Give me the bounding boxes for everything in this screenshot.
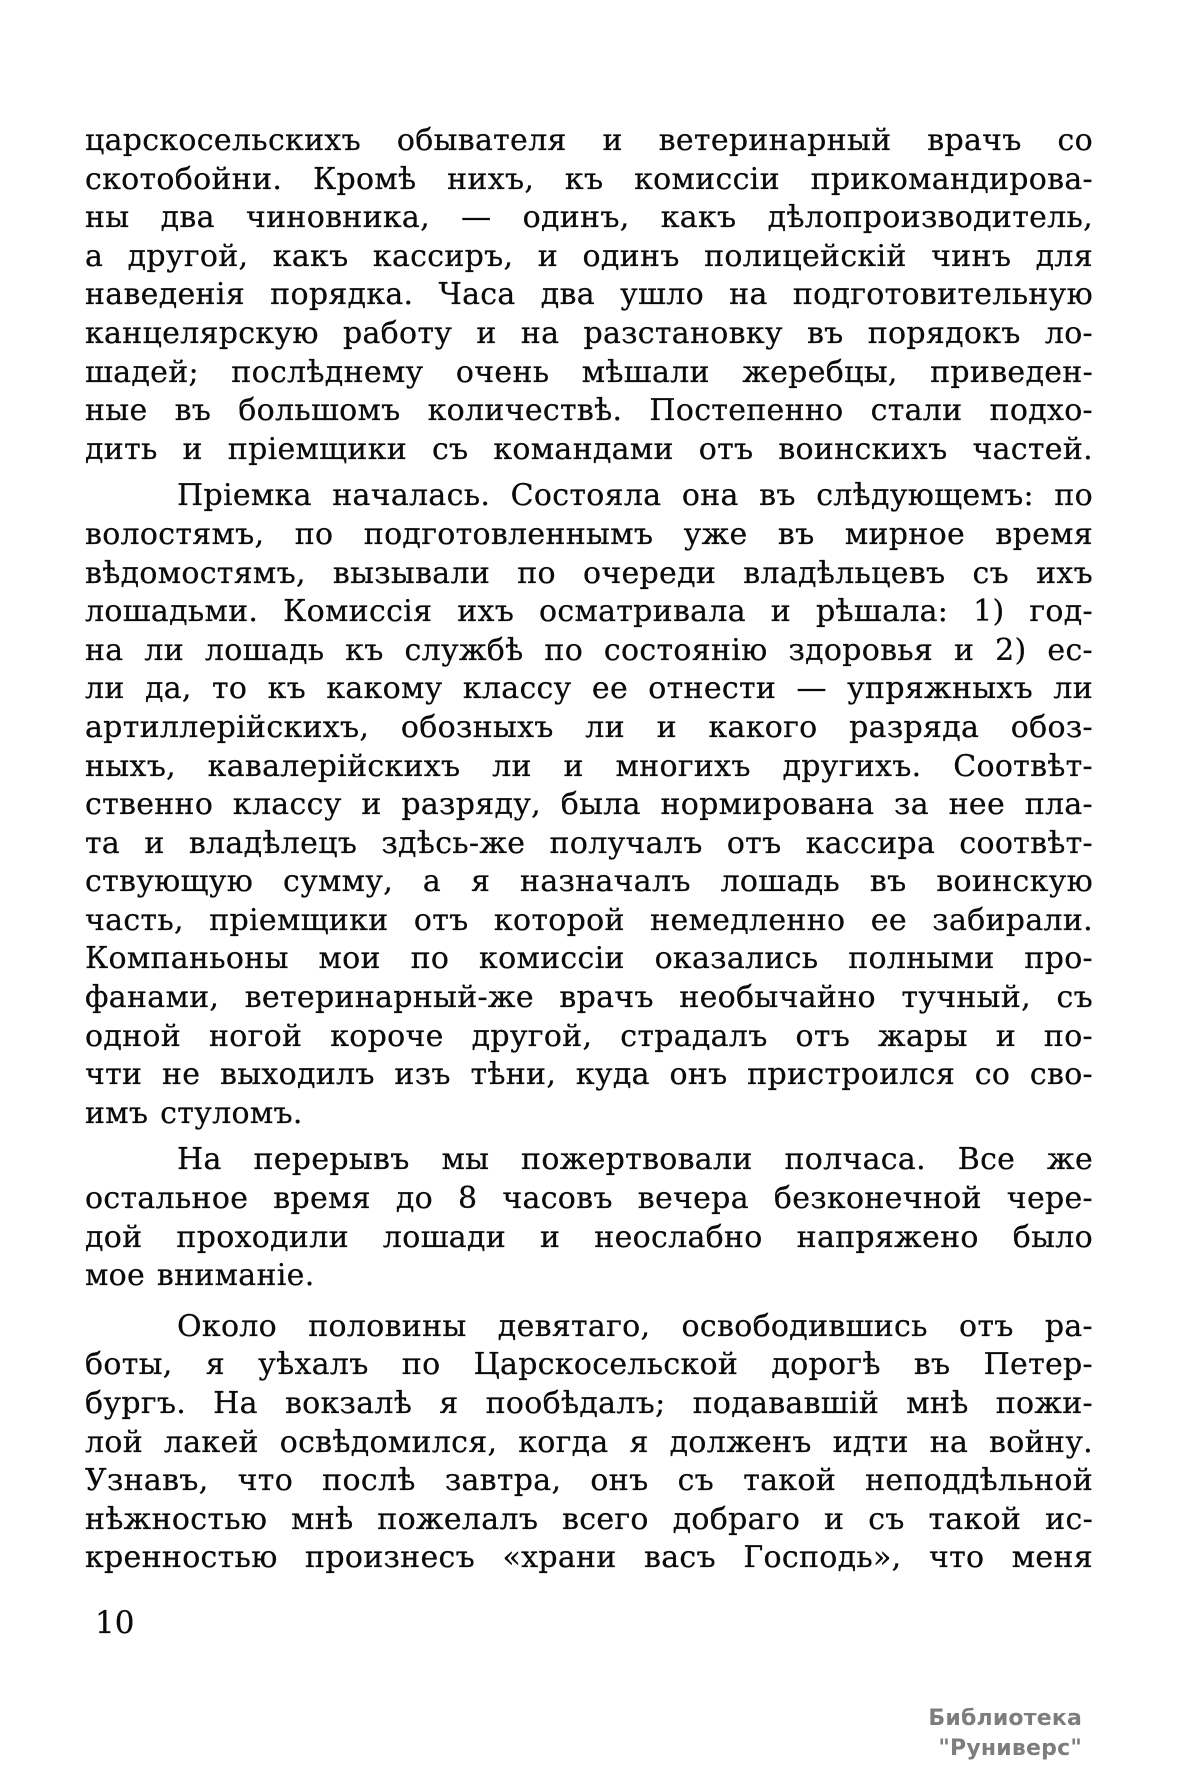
text-line: дой проходили лошади и неослабно напряжено было	[85, 1219, 1093, 1255]
page-number: 10	[95, 1605, 135, 1641]
text-line: шадей; послѣднему очень мѣшали жеребцы, приведен-	[85, 354, 1093, 390]
text-line: имъ стуломъ.	[85, 1095, 303, 1131]
paragraph	[85, 477, 1093, 1133]
text-line: наведенія порядка. Часа два ушло на подготовительную	[85, 277, 1093, 313]
text-line: Около половины девятаго, освободившись отъ ра-	[177, 1308, 1093, 1344]
text-line: ны два чиновника, — одинъ, какъ дѣлопроизводитель,	[85, 200, 1093, 236]
text-line: Компаньоны мои по комиссіи оказались полными про-	[85, 941, 1093, 977]
text-block	[85, 122, 1093, 1578]
paragraph	[85, 1141, 1093, 1295]
text-line: волостямъ, по подготовленнымъ уже въ мирное время	[85, 516, 1093, 552]
text-line: одной ногой короче другой, страдалъ отъ жары и по-	[85, 1018, 1093, 1054]
text-line: часть, пріемщики отъ которой немедленно ее забирали.	[85, 902, 1093, 938]
text-line: бургъ. На вокзалѣ я пообѣдалъ; подававшій мнѣ пожи-	[85, 1386, 1093, 1421]
text-line: а другой, какъ кассиръ, и одинъ полицейскій чинъ для	[85, 238, 1093, 274]
text-line: Узнавъ, что послѣ завтра, онъ съ такой неподдѣльной	[85, 1463, 1093, 1499]
text-line: канцелярскую работу и на разстановку въ порядокъ ло-	[85, 315, 1093, 351]
text-line: боты, я уѣхалъ по Царскосельской дорогѣ въ Петер-	[85, 1347, 1093, 1383]
text-line: нѣжностью мнѣ пожелалъ всего добраго и съ такой ис-	[85, 1501, 1093, 1537]
paragraph	[85, 122, 1093, 469]
text-line: ныхъ, кавалерійскихъ ли и многихъ другихъ. Соотвѣт-	[85, 748, 1093, 784]
text-line: та и владѣлецъ здѣсь-же получалъ отъ кассира соотвѣт-	[85, 825, 1093, 861]
text-line: Пріемка началась. Состояла она въ слѣдующемъ: по	[177, 478, 1093, 514]
text-line: царскосельскихъ обывателя и ветеринарный врачъ со	[85, 123, 1093, 158]
text-line: чти не выходилъ изъ тѣни, куда онъ пристроился со сво-	[85, 1057, 1093, 1093]
text-line: ные въ большомъ количествѣ. Постепенно стали подхо-	[85, 393, 1093, 429]
paragraph	[85, 1308, 1093, 1578]
text-line: мое вниманіе.	[85, 1258, 315, 1294]
text-line: ствующую сумму, а я назначалъ лошадь въ воинскую	[85, 864, 1093, 900]
text-line: скотобойни. Кромѣ нихъ, къ комиссіи прикомандирова-	[85, 161, 1093, 197]
text-line: ственно классу и разряду, была нормирована за нее пла-	[85, 787, 1093, 823]
text-line: фанами, ветеринарный-же врачъ необычайно тучный, съ	[85, 980, 1093, 1016]
text-line: дить и пріемщики съ командами отъ воинскихъ частей.	[85, 431, 1093, 467]
text-line: лошадьми. Комиссія ихъ осматривала и рѣшала: 1) год-	[85, 594, 1093, 630]
text-line: лой лакей освѣдомился, когда я долженъ идти на войну.	[85, 1424, 1093, 1460]
text-line: На перерывъ мы пожертвовали полчаса. Все же	[177, 1142, 1093, 1178]
text-line: ли да, то къ какому классу ее отнести — упряжныхъ ли	[85, 671, 1093, 707]
library-watermark: Библиотека "Руниверс"	[928, 1706, 1082, 1761]
text-line: вѣдомостямъ, вызывали по очереди владѣльцевъ съ ихъ	[85, 555, 1093, 591]
text-line: остальное время до 8 часовъ вечера безконечной чере-	[85, 1181, 1093, 1217]
text-line: артиллерійскихъ, обозныхъ ли и какого разряда обоз-	[85, 709, 1093, 745]
text-line: кренностью произнесъ «храни васъ Господь», что меня	[85, 1540, 1093, 1576]
text-line: на ли лошадь къ службѣ по состоянію здоровья и 2) ес-	[85, 632, 1093, 668]
